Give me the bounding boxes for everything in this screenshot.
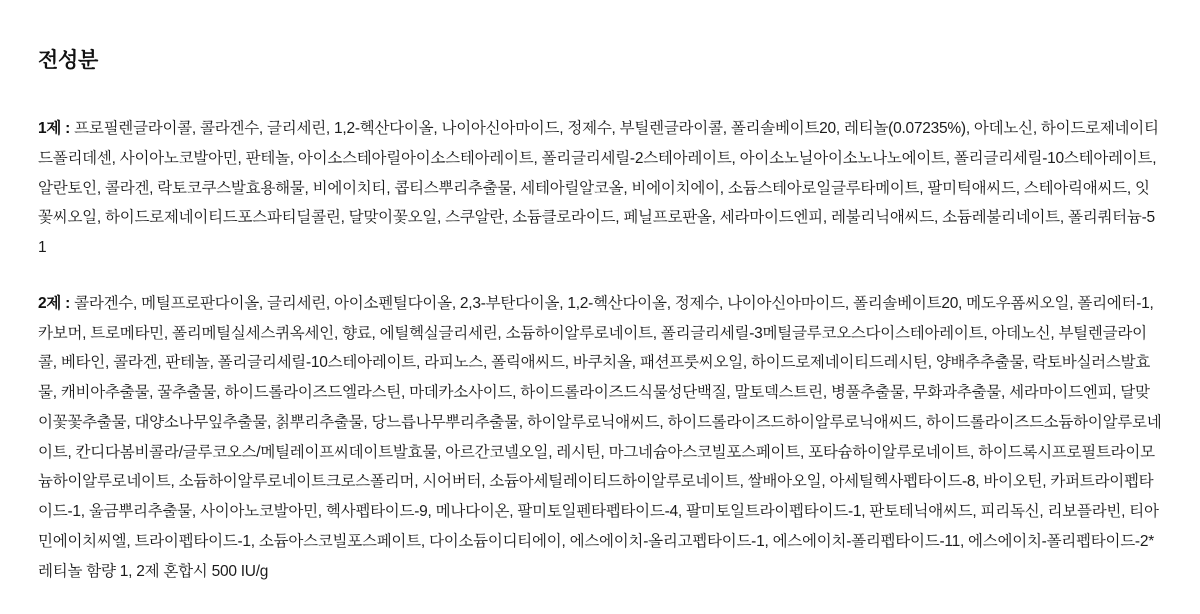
ingredients-paragraph [38, 114, 1162, 263]
page-title: 전성분 [38, 49, 98, 72]
ingredients-section-part2 [38, 289, 1162, 587]
part-label: 2제 : [38, 294, 71, 312]
part-label: 1제 : [38, 120, 71, 137]
ingredients-section-part1 [38, 114, 1162, 263]
ingredients-paragraph [38, 289, 1162, 587]
part-ingredients-text: 프로필렌글라이콜, 콜라겐수, 글리세린, 1,2-헥산다이올, 나이아신아마이드, 정제수, 부틸렌글라이콜, 폴리솔베이트20, 레티놀(0.07235%), 아데노신, 하이드로제네이티드폴리데센, 사이아노코발아민, 판테놀, 아이소스테아릴아이소스테아레이트, 폴리글리세릴-2스테아레이트, 아이소노닐아이소노나노에이트, 폴리글리세릴-10스테아레이트, 알란토인, 콜라겐, 락토코쿠스발효용해물, 비에이치티, 콥티스뿌리추출물, 세테아릴알코올, 비에이치에이, 소듐스테아로일글루타메이트, 팔미틱애씨드, 스테아릭애씨드, 잇꽃씨오일, 하이드로제네이티드포스파티딜콜린, 달맞이꽃오일, 스쿠알란, 소듐클로라이드, 페닐프로판올, 세라마이드엔피, 레불리닉애씨드, 소듐레불리네이트, 폴리쿼터늄-51 [38, 120, 1159, 256]
part-ingredients-text: 콜라겐수, 메틸프로판다이올, 글리세린, 아이소펜틸다이올, 2,3-부탄다이올, 1,2-헥산다이올, 정제수, 나이아신아마이드, 폴리솔베이트20, 메도우폼씨오일, 폴리에터-1, 카보머, 트로메타민, 폴리메틸실세스퀴옥세인, 향료, 에틸헥실글리세린, 소듐하이알루로네이트, 폴리글리세릴-3메틸글루코오스다이스테아레이트, 아데노신, 부틸렌글라이콜, 베타인, 콜라겐, 판테놀, 폴리글리세릴-10스테아레이트, 라피노스, 폴릭애씨드, 바쿠치올, 패션프룻씨오일, 하이드로제네이티드레시틴, 양배추추출물, 락토바실러스발효물, 캐비아추출물, 꿀추출물, 하이드롤라이즈드엘라스틴, 마데카소사이드, 하이드롤라이즈드식물성단백질, 말토덱스트린, 병풀추출물, 무화과추출물, 세라마이드엔피, 달맞이꽃꽃추출물, 대양소나무잎추출물, 칡뿌리추출물, 당느릅나무뿌리추출물, 하이알루로닉애씨드, 하이드롤라이즈드하이알루로닉애씨드, 하이드롤라이즈드소듐하이알루로네이트, 칸디다봄비콜라/글루코오스/메틸레이프씨데이트발효물, 아르간코넬오일, 레시틴, 마그네슘아스코빌포스페이트, 포타슘하이알루로네이트, 하이드록시프로필트라이모늄하이알루로네이트, 소듐하이알루로네이트크로스폴리머, 시어버터, 소듐아세틸레이티드하이알루로네이트, 쌀배아오일, 아세틸헥사펩타이드-8, 바이오틴, 카퍼트라이펩타이드-1, 울금뿌리추출물, 사이아노코발아민, 헥사펩타이드-9, 메나다이온, 팔미토일펜타펩타이드-4, 팔미토일트라이펩타이드-1, 판토테닉애씨드, 피리독신, 리보플라빈, 티아민에이치씨엘, 트라이펩타이드-1, 소듐아스코빌포스페이트, 다이소듐이디티에이, 에스에이치-올리고펩타이드-1, 에스에이치-폴리펩타이드-11, 에스에이치-폴리펩타이드-2* 레티놀 함량 1, 2제 혼합시 500 IU/g [38, 294, 1162, 580]
